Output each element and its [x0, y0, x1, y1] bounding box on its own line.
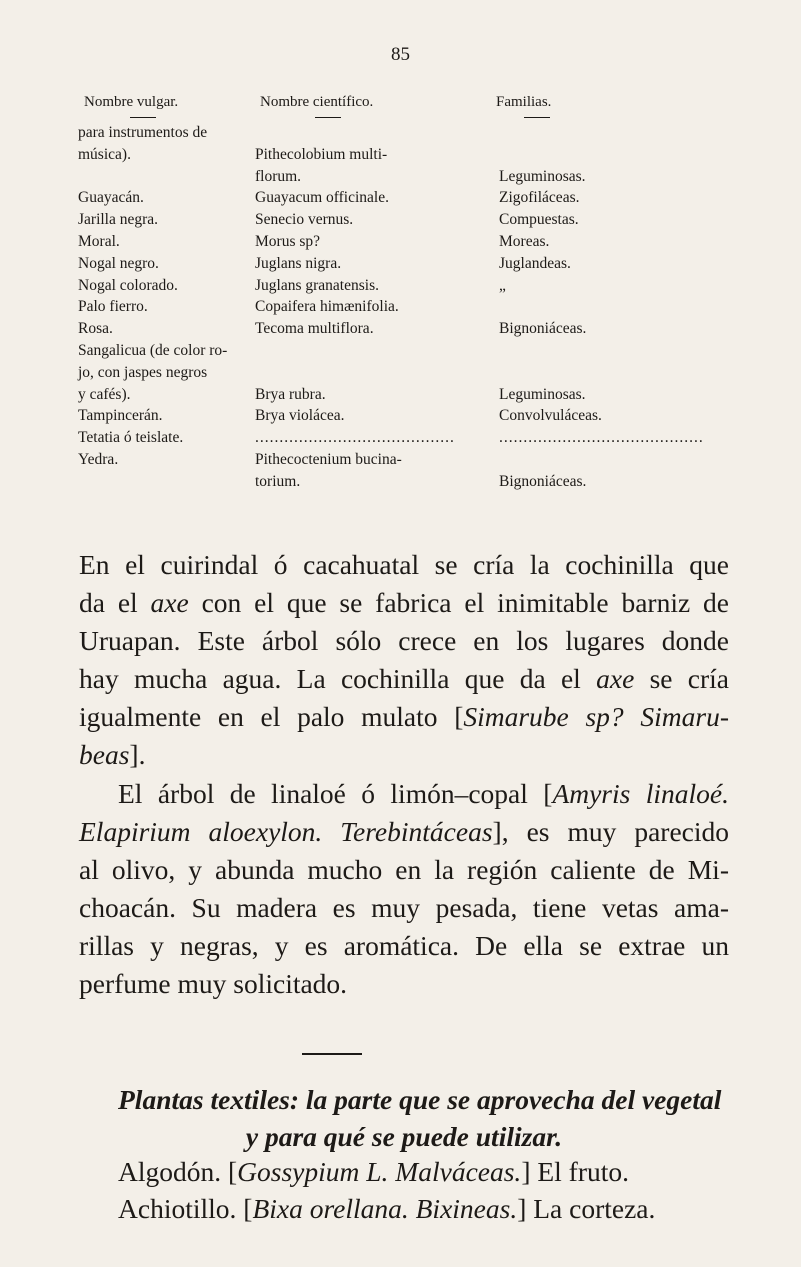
cell-nombre-vulgar: para instrumentos de	[78, 124, 208, 141]
cell-nombre-cientifico: Pithecoctenium bucina-	[255, 451, 402, 468]
table-row	[78, 166, 758, 188]
cell-nombre-vulgar: música).	[78, 145, 131, 163]
table-row	[78, 427, 758, 449]
cell-nombre-vulgar: Moral.	[78, 233, 120, 250]
cell-nombre-vulgar: Yedra.	[78, 451, 119, 468]
cell-familia: Compuestas.	[499, 211, 579, 229]
text-line: ].	[129, 739, 146, 770]
cell-familia: Leguminosas.	[499, 167, 586, 185]
section-title-text: : la parte que se aprovecha del vegetal	[289, 1084, 722, 1115]
entry-scientific: Bixa orellana. Bixineas.	[252, 1193, 518, 1224]
text-line: igualmente en el palo mulato [	[79, 701, 464, 732]
cell-nombre-vulgar: Nogal negro.	[78, 254, 159, 272]
italic-term: Amyris linaloé.	[552, 778, 729, 809]
section-title	[79, 1081, 729, 1155]
cell-nombre-vulgar: Tetatia ó teislate.	[78, 429, 184, 447]
cell-nombre-cientifico: Morus sp?	[255, 233, 321, 250]
section-title-bold: Plantas textiles	[118, 1084, 290, 1115]
cell-nombre-cientifico: Guayacum officinale.	[255, 189, 389, 207]
text-line: da el	[79, 587, 151, 618]
cell-nombre-vulgar: jo, con jaspes negros	[78, 363, 208, 381]
entry-use: ] El fruto.	[521, 1156, 629, 1187]
cell-nombre-cientifico: Brya violácea.	[255, 407, 345, 425]
header-nombre-vulgar	[84, 92, 178, 118]
cell-familia: Convolvuláceas.	[499, 407, 602, 425]
header-rule	[130, 117, 156, 118]
header-rule	[315, 117, 341, 118]
table-row	[78, 405, 758, 427]
entry-algodon	[118, 1153, 655, 1190]
cell-familia: ..........................................	[499, 429, 704, 447]
paragraph-cochinilla	[79, 546, 729, 774]
table-row	[78, 275, 758, 297]
cell-nombre-vulgar: Rosa.	[78, 320, 113, 338]
cell-familia: Leguminosas.	[499, 385, 586, 403]
cell-nombre-vulgar: Tampincerán.	[78, 407, 163, 425]
table-row	[78, 449, 758, 471]
text-line: al olivo, y abunda mucho en la región caliente de Mi-	[79, 854, 729, 885]
cell-nombre-cientifico: Juglans nigra.	[255, 254, 342, 272]
cell-nombre-vulgar: Nogal colorado.	[78, 276, 178, 294]
entry-name: Algodón. [	[118, 1156, 238, 1187]
cell-nombre-cientifico: Pithecolobium multi-	[255, 145, 388, 163]
text-line: con el que se fabrica el inimitable barniz de	[188, 587, 729, 618]
cell-nombre-vulgar: Jarilla negra.	[78, 211, 159, 229]
entry-use: ] La corteza.	[517, 1193, 656, 1224]
table-row	[78, 318, 758, 340]
table-row	[78, 471, 758, 493]
entry-name: Achiotillo. [	[118, 1193, 253, 1224]
cell-nombre-cientifico: .........................................	[255, 429, 455, 447]
cell-nombre-cientifico: Juglans granatensis.	[255, 276, 379, 294]
italic-term: beas	[79, 739, 130, 770]
section-divider	[302, 1053, 362, 1055]
text-line: choacán. Su madera es muy pesada, tiene vetas ama-	[79, 892, 729, 923]
cell-familia: „	[499, 276, 506, 294]
header-label: Nombre vulgar.	[84, 94, 179, 110]
text-line: Uruapan. Este árbol sólo crece en los lugares donde	[79, 625, 729, 656]
table-row	[78, 122, 758, 144]
table-row	[78, 231, 758, 253]
cell-nombre-cientifico: florum.	[255, 167, 302, 185]
table-row	[78, 187, 758, 209]
italic-term: axe	[150, 587, 189, 618]
header-label: Familias.	[496, 94, 552, 110]
cell-familia: Moreas.	[499, 233, 550, 250]
table-row	[78, 362, 758, 384]
cell-nombre-cientifico: torium.	[255, 472, 301, 490]
section-title-text: y para qué se puede utilizar.	[245, 1121, 563, 1152]
cell-familia: Zigofiláceas.	[499, 189, 580, 207]
page-number: 85	[391, 44, 410, 65]
paragraph-linaloe	[79, 775, 729, 1003]
header-label: Nombre científico.	[260, 94, 374, 110]
cell-nombre-cientifico: Brya rubra.	[255, 385, 326, 403]
table-row	[78, 296, 758, 318]
table-row	[78, 209, 758, 231]
italic-term: axe	[596, 663, 635, 694]
table-row	[78, 144, 758, 166]
italic-term: Elapirium aloexylon. Terebintáceas	[79, 816, 493, 847]
header-familias	[496, 92, 551, 118]
table-row	[78, 253, 758, 275]
cell-nombre-vulgar: Sangalicua (de color ro-	[78, 342, 228, 359]
header-rule	[524, 117, 550, 118]
text-line: hay mucha agua. La cochinilla que da el	[79, 663, 597, 694]
textile-entries	[118, 1153, 655, 1227]
italic-term: Simarube sp? Simaru-	[463, 701, 729, 732]
cell-familia: Juglandeas.	[499, 254, 571, 272]
text-line: En el cuirindal ó cacahuatal se cría la cochinilla que	[79, 549, 729, 580]
text-line: El árbol de linaloé ó limón–copal [	[118, 778, 553, 809]
cell-nombre-cientifico: Tecoma multiflora.	[255, 320, 374, 338]
header-nombre-cientifico	[260, 92, 373, 118]
cell-nombre-cientifico: Copaifera himænifolia.	[255, 298, 399, 316]
cell-nombre-vulgar: y cafés).	[78, 385, 131, 403]
cell-familia: Bignoniáceas.	[499, 472, 587, 490]
entry-achiotillo	[118, 1190, 655, 1227]
entry-scientific: Gossypium L. Malváceas.	[237, 1156, 522, 1187]
text-line: se cría	[634, 663, 729, 694]
cell-familia: Bignoniáceas.	[499, 320, 587, 338]
text-line: perfume muy solicitado.	[79, 968, 348, 999]
cell-nombre-vulgar: Guayacán.	[78, 189, 144, 207]
cell-nombre-vulgar: Palo fierro.	[78, 298, 148, 316]
text-line: ], es muy parecido	[492, 816, 730, 847]
table-row	[78, 340, 758, 362]
text-line: rillas y negras, y es aromática. De ella se extrae un	[79, 930, 729, 961]
cell-nombre-cientifico: Senecio vernus.	[255, 211, 354, 229]
table-row	[78, 384, 758, 406]
